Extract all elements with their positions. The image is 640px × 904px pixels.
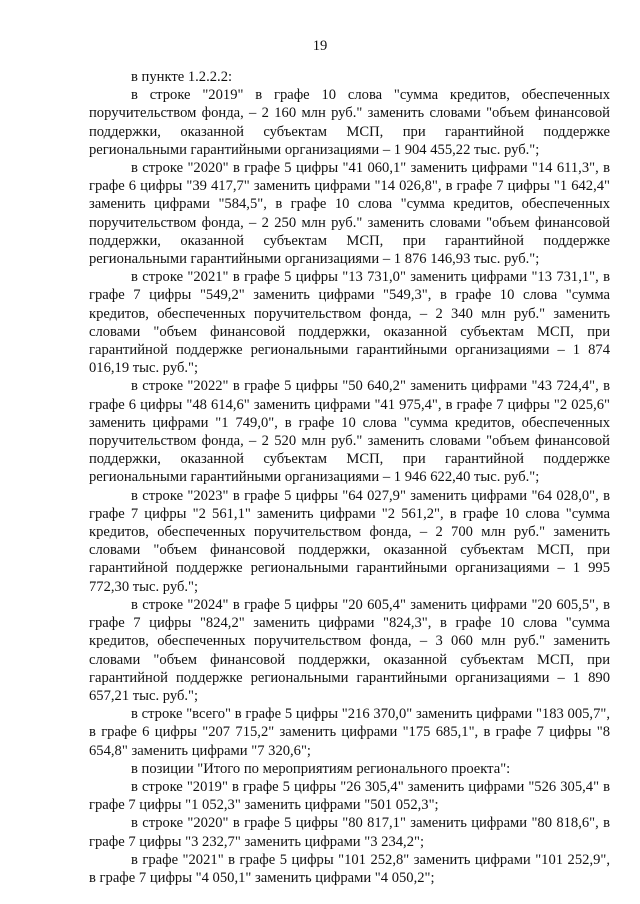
paragraph-row-2024: в строке "2024" в графе 5 цифры "20 605,4" заменить цифрами "20 605,5", в графе 7 цифры "824,2" заменить цифрами "824,3", в графе 10 слова "сумма кредитов, обеспеченных поручительством фонда, – 3 060 млн руб." заменить словами "объем финансовой поддержки, оказанной субъектам МСП, при гарантийной поддержке региональными гарантийными организациями – 1 890 657,21 тыс. руб."; [89, 596, 610, 704]
paragraph-row-2022: в строке "2022" в графе 5 цифры "50 640,2" заменить цифрами "43 724,4", в графе 6 цифры "48 614,6" заменить цифрами "41 975,4", в графе 7 цифры "2 025,6" заменить цифрами "1 749,0", в графе 10 слова "сумма кредитов, обеспеченных поручительством фонда, – 2 520 млн руб." заменить словами "объем финансовой поддержки, оказанной субъектам МСП, при гарантийной поддержке региональными гарантийными организациями – 1 946 622,40 тыс. руб."; [89, 378, 610, 486]
paragraph-row-2023: в строке "2023" в графе 5 цифры "64 027,9" заменить цифрами "64 028,0", в графе 7 цифры "2 561,1" заменить цифрами "2 561,2", в графе 10 слова "сумма кредитов, обеспеченных поручительством фонда, – 2 700 млн руб." заменить словами "объем финансовой поддержки, оказанной субъектам МСП, при гарантийной поддержке региональными гарантийными организациями – 1 995 772,30 тыс. руб."; [89, 487, 610, 595]
paragraph-total-2019: в строке "2019" в графе 5 цифры "26 305,4" заменить цифрами "526 305,4" в графе 7 цифры "1 052,3" заменить цифрами "501 052,3"; [89, 778, 610, 814]
paragraph-row-total: в строке "всего" в графе 5 цифры "216 370,0" заменить цифрами "183 005,7", в графе 6 цифры "207 715,2" заменить цифрами "175 685,1", в графе 7 цифры "8 654,8" заменить цифрами "7 320,6"; [89, 706, 610, 759]
paragraph-row-2019: в строке "2019" в графе 10 слова "сумма кредитов, обеспеченных поручительством фонда, – 2 160 млн руб." заменить словами "объем финансовой поддержки, оказанной субъектам МСП, при гарантийной поддержке региональными гарантийными организациями – 1 904 455,22 тыс. руб."; [89, 87, 610, 158]
paragraph-total-2020: в строке "2020" в графе 5 цифры "80 817,1" заменить цифрами "80 818,6", в графе 7 цифры "3 232,7" заменить цифрами "3 234,2"; [89, 815, 610, 850]
paragraph-total-2021: в графе "2021" в графе 5 цифры "101 252,8" заменить цифрами "101 252,9", в графе 7 цифры "4 050,1" заменить цифрами "4 050,2"; [89, 851, 610, 886]
paragraph-row-2020: в строке "2020" в графе 5 цифры "41 060,1" заменить цифрами "14 611,3", в графе 6 цифры "39 417,7" заменить цифрами "14 026,8", в графе 7 цифры "1 642,4" заменить цифрами "584,5", в графе 10 слова "сумма кредитов, обеспеченных поручительством фонда, – 2 250 млн руб." заменить словами "объем финансовой поддержки, оказанной субъектам МСП, при гарантийной поддержке региональными гарантийными организациями – 1 876 146,93 тыс. руб."; [89, 160, 610, 268]
paragraph-position-heading: в позиции "Итого по мероприятиям регионального проекта": [131, 760, 511, 777]
page-number: 19 [312, 38, 328, 54]
document-body [89, 68, 610, 887]
paragraph-clause-heading: в пункте 1.2.2.2: [131, 69, 233, 85]
paragraph-row-2021: в строке "2021" в графе 5 цифры "13 731,0" заменить цифрами "13 731,1", в графе 7 цифры "549,2" заменить цифрами "549,3", в графе 10 слова "сумма кредитов, обеспеченных поручительством фонда, – 2 340 млн руб." заменить словами "объем финансовой поддержки, оказанной субъектам МСП, при гарантийной поддержке региональными гарантийными организациями – 1 874 016,19 тыс. руб."; [89, 269, 610, 377]
